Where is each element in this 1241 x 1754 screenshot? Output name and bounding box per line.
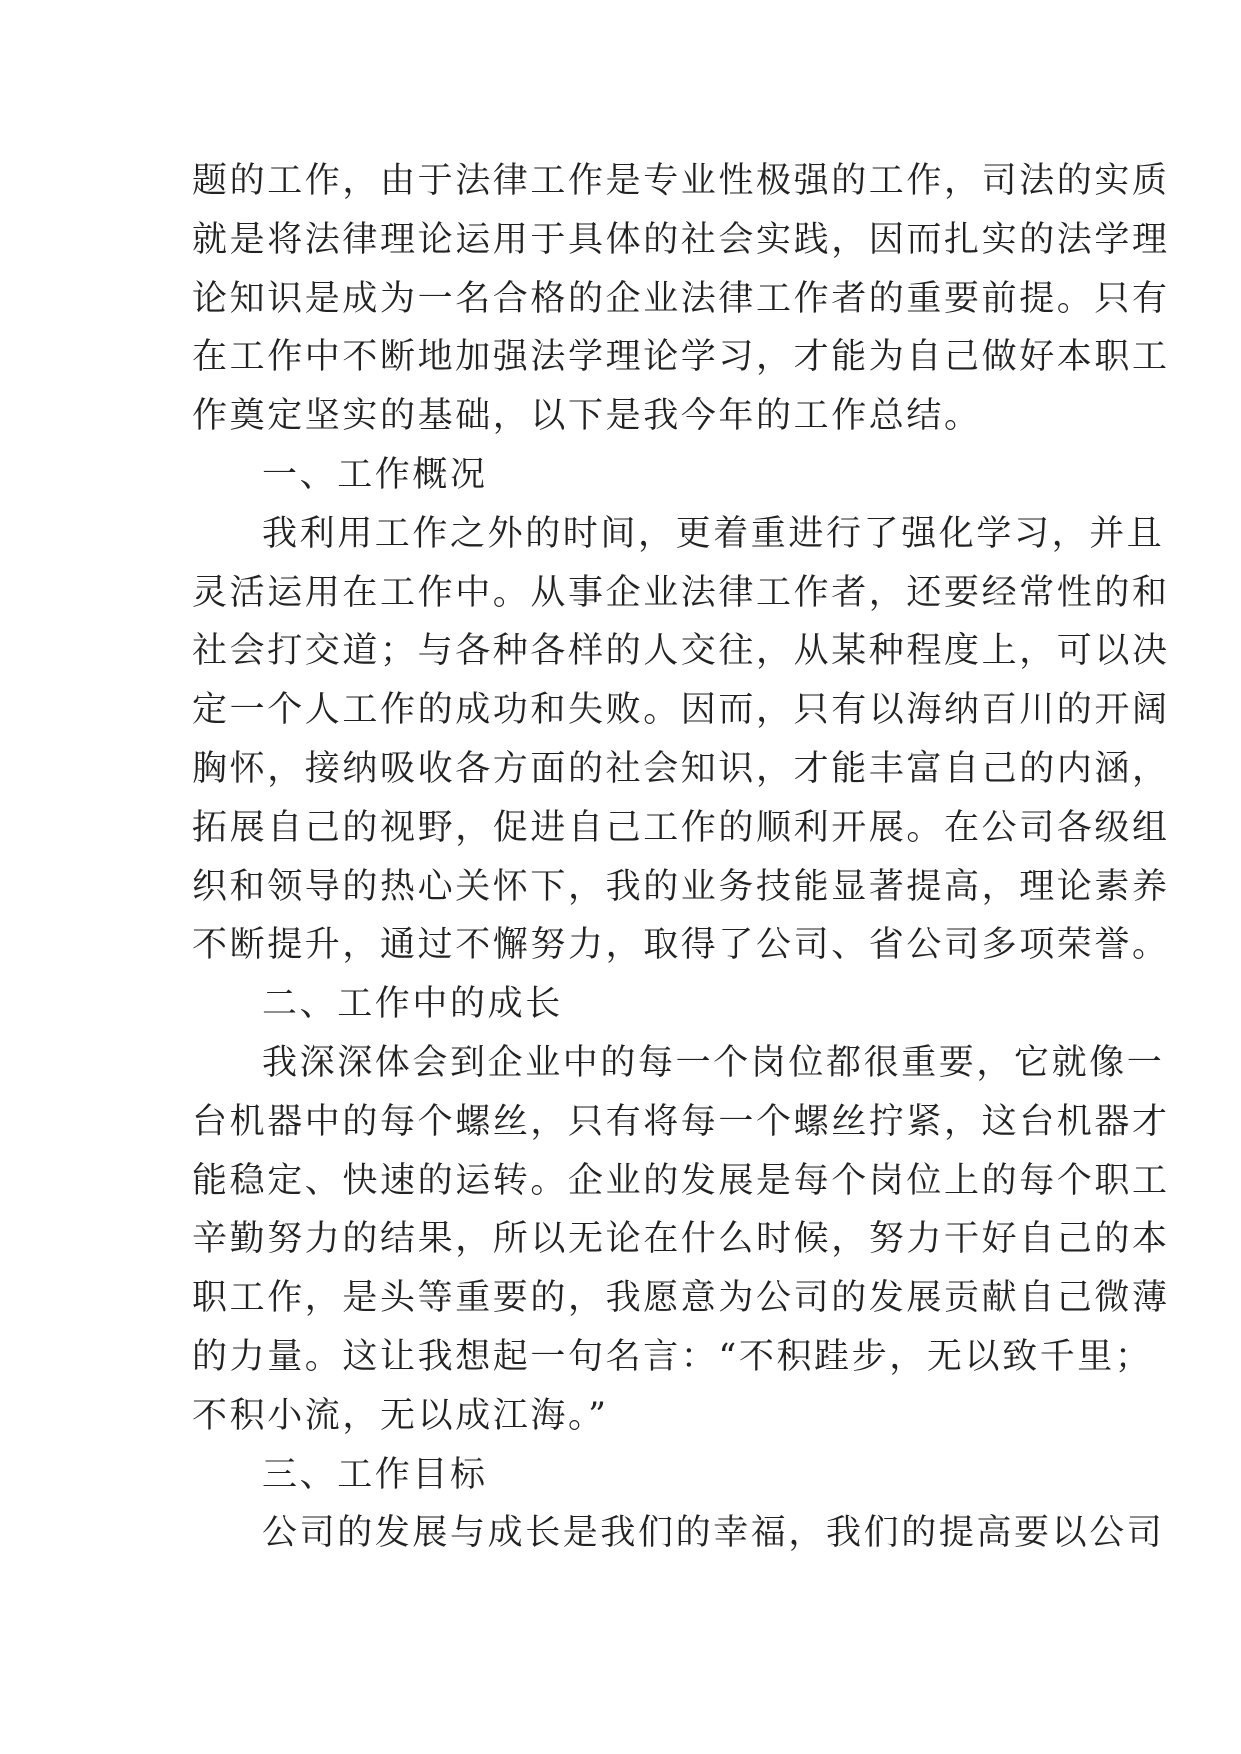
- text-line: 我利用工作之外的时间，更着重进行了强化学习，并且: [262, 513, 1165, 554]
- text-line: 胸怀，接纳吸收各方面的社会知识，才能丰富自己的内涵，: [192, 748, 1170, 789]
- text-line: 不断提升，通过不懈努力，取得了公司、省公司多项荣誉。: [192, 925, 1170, 966]
- text-line: 辛勤努力的结果，所以无论在什么时候，努力干好自己的本: [192, 1219, 1170, 1260]
- text-line: 不积小流，无以成江海。”: [192, 1395, 609, 1436]
- text-line: 就是将法律理论运用于具体的社会实践，因而扎实的法学理: [192, 219, 1170, 260]
- text-line: 论知识是成为一名合格的企业法律工作者的重要前提。只有: [192, 278, 1170, 319]
- text-line: 能稳定、快速的运转。企业的发展是每个岗位上的每个职工: [192, 1160, 1170, 1201]
- section-heading: 二、工作中的成长: [262, 984, 563, 1025]
- document-body: [192, 152, 1170, 1563]
- text-line: 在工作中不断地加强法学理论学习，才能为自己做好本职工: [192, 337, 1170, 378]
- text-line: 灵活运用在工作中。从事企业法律工作者，还要经常性的和: [192, 572, 1170, 613]
- text-line: 社会打交道；与各种各样的人交往，从某种程度上，可以决: [192, 631, 1170, 672]
- section-heading: 三、工作目标: [262, 1454, 488, 1495]
- text-line: 织和领导的热心关怀下，我的业务技能显著提高，理论素养: [192, 866, 1170, 907]
- text-line: 公司的发展与成长是我们的幸福，我们的提高要以公司: [262, 1513, 1165, 1554]
- text-line: 题的工作，由于法律工作是专业性极强的工作，司法的实质: [192, 161, 1170, 201]
- text-line: 定一个人工作的成功和失败。因而，只有以海纳百川的开阔: [192, 690, 1170, 731]
- text-line: 我深深体会到企业中的每一个岗位都很重要，它就像一: [262, 1042, 1165, 1083]
- text-line: 的力量。这让我想起一句名言：“不积跬步，无以致千里；: [192, 1336, 1153, 1377]
- text-line: 台机器中的每个螺丝，只有将每一个螺丝拧紧，这台机器才: [192, 1101, 1170, 1142]
- section-heading: 一、工作概况: [262, 454, 488, 495]
- text-line: 拓展自己的视野，促进自己工作的顺利开展。在公司各级组: [192, 807, 1170, 848]
- text-line: 作奠定坚实的基础，以下是我今年的工作总结。: [192, 396, 982, 437]
- text-line: 职工作，是头等重要的，我愿意为公司的发展贡献自己微薄: [192, 1278, 1170, 1319]
